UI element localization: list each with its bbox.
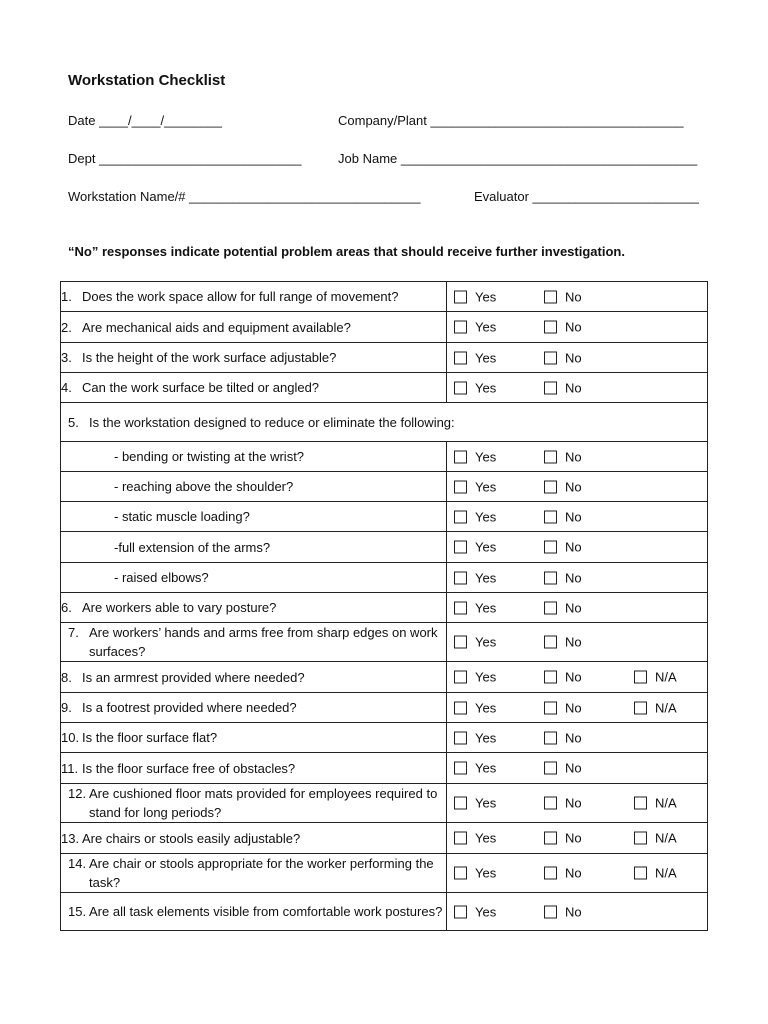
checklist-row xyxy=(61,373,708,403)
question-cell xyxy=(61,662,447,693)
no-checkbox[interactable] xyxy=(544,351,557,364)
yes-label: Yes xyxy=(475,289,497,304)
yes-option[interactable] xyxy=(454,320,496,335)
yes-checkbox[interactable] xyxy=(454,797,467,810)
question-text: - bending or twisting at the wrist? xyxy=(114,449,305,464)
yes-label: Yes xyxy=(475,350,497,365)
no-checkbox[interactable] xyxy=(544,571,557,584)
no-option[interactable] xyxy=(544,449,582,464)
yes-checkbox[interactable] xyxy=(454,541,467,554)
checklist-table xyxy=(60,281,708,931)
question-text: -full extension of the arms? xyxy=(114,539,271,555)
yes-label: Yes xyxy=(475,904,497,919)
no-option[interactable] xyxy=(544,509,582,524)
yes-label: Yes xyxy=(475,479,497,494)
question-number: 5. xyxy=(68,414,79,430)
no-option[interactable] xyxy=(544,831,582,846)
answer-cell xyxy=(447,593,708,623)
answer-cell xyxy=(447,563,708,593)
question-number: 10. xyxy=(61,730,80,745)
answer-cell xyxy=(447,373,708,403)
no-option[interactable] xyxy=(544,635,582,650)
yes-label: Yes xyxy=(475,634,497,650)
no-label: No xyxy=(565,380,582,395)
na-label: N/A xyxy=(655,669,677,685)
no-option[interactable] xyxy=(544,700,582,715)
question-number: 8. xyxy=(61,669,72,685)
question-cell xyxy=(61,403,708,442)
checklist-row xyxy=(61,343,708,373)
yes-checkbox[interactable] xyxy=(454,867,467,880)
yes-checkbox[interactable] xyxy=(454,636,467,649)
no-checkbox[interactable] xyxy=(544,480,557,493)
na-option[interactable] xyxy=(634,866,677,881)
yes-option[interactable] xyxy=(454,831,496,846)
no-label: No xyxy=(565,795,582,811)
checklist-row xyxy=(61,472,708,502)
no-option[interactable] xyxy=(544,320,582,335)
question-text: - raised elbows? xyxy=(114,570,209,585)
checklist-row xyxy=(61,723,708,753)
question-cell xyxy=(61,854,447,893)
na-checkbox[interactable] xyxy=(634,671,647,684)
no-checkbox[interactable] xyxy=(544,381,557,394)
yes-label: Yes xyxy=(475,600,497,615)
checklist-row xyxy=(61,312,708,343)
dept-field[interactable]: Dept ____________________________ xyxy=(68,151,302,166)
no-label: No xyxy=(565,730,582,745)
question-cell xyxy=(61,373,447,403)
question-number: 1. xyxy=(61,289,72,304)
yes-checkbox[interactable] xyxy=(454,671,467,684)
na-option[interactable] xyxy=(634,670,677,685)
yes-label: Yes xyxy=(475,700,497,715)
question-cell xyxy=(61,343,447,373)
no-checkbox[interactable] xyxy=(544,905,557,918)
question-text: Is an armrest provided where needed? xyxy=(82,669,305,685)
na-label: N/A xyxy=(655,865,677,881)
yes-checkbox[interactable] xyxy=(454,321,467,334)
no-label: No xyxy=(565,865,582,881)
question-number: 4. xyxy=(61,380,72,395)
checklist-row xyxy=(61,662,708,693)
yes-option[interactable] xyxy=(454,700,496,715)
no-label: No xyxy=(565,479,582,494)
answer-cell xyxy=(447,472,708,502)
question-cell xyxy=(61,593,447,623)
evaluator-field[interactable]: Evaluator _______________________ xyxy=(474,189,699,204)
no-option[interactable] xyxy=(544,289,582,304)
no-option[interactable] xyxy=(544,904,582,919)
no-option[interactable] xyxy=(544,796,582,811)
yes-checkbox[interactable] xyxy=(454,701,467,714)
yes-option[interactable] xyxy=(454,904,496,919)
checklist-row xyxy=(61,563,708,593)
question-text: Are workers’ hands and arms free from sharp edges on work surfaces? xyxy=(89,625,438,659)
question-cell xyxy=(61,563,447,593)
yes-checkbox[interactable] xyxy=(454,510,467,523)
no-label: No xyxy=(565,449,582,464)
answer-cell xyxy=(447,854,708,893)
no-checkbox[interactable] xyxy=(544,867,557,880)
checklist-row xyxy=(61,593,708,623)
answer-cell xyxy=(447,662,708,693)
no-checkbox[interactable] xyxy=(544,450,557,463)
checklist-row xyxy=(61,282,708,312)
yes-checkbox[interactable] xyxy=(454,290,467,303)
yes-checkbox[interactable] xyxy=(454,381,467,394)
question-text: Are chair or stools appropriate for the worker performing the task? xyxy=(89,856,434,890)
yes-option[interactable] xyxy=(454,570,496,585)
question-text: Are chairs or stools easily adjustable? xyxy=(82,830,301,846)
question-number: 3. xyxy=(61,350,72,365)
yes-label: Yes xyxy=(475,509,497,524)
no-checkbox[interactable] xyxy=(544,731,557,744)
question-cell xyxy=(61,693,447,723)
checklist-row xyxy=(61,532,708,563)
no-option[interactable] xyxy=(544,866,582,881)
answer-cell xyxy=(447,893,708,931)
yes-label: Yes xyxy=(475,730,497,745)
no-checkbox[interactable] xyxy=(544,832,557,845)
no-checkbox[interactable] xyxy=(544,671,557,684)
answer-cell xyxy=(447,823,708,854)
answer-cell xyxy=(447,693,708,723)
no-label: No xyxy=(565,634,582,650)
question-number: 7. xyxy=(68,625,79,640)
question-text: Is the floor surface free of obstacles? xyxy=(82,760,296,776)
no-checkbox[interactable] xyxy=(544,510,557,523)
answer-cell xyxy=(447,784,708,823)
na-checkbox[interactable] xyxy=(634,701,647,714)
date-field[interactable]: Date ____/____/________ xyxy=(68,113,222,128)
question-cell xyxy=(61,753,447,784)
no-label: No xyxy=(565,600,582,615)
instruction-note: “No” responses indicate potential problem areas that should receive further investigation. xyxy=(68,244,625,259)
yes-option[interactable] xyxy=(454,866,496,881)
no-checkbox[interactable] xyxy=(544,701,557,714)
na-label: N/A xyxy=(655,830,677,846)
no-label: No xyxy=(565,509,582,524)
na-checkbox[interactable] xyxy=(634,867,647,880)
answer-cell xyxy=(447,343,708,373)
yes-checkbox[interactable] xyxy=(454,450,467,463)
checklist-row xyxy=(61,854,708,893)
yes-option[interactable] xyxy=(454,796,496,811)
question-number: 9. xyxy=(61,700,72,715)
question-text: Are workers able to vary posture? xyxy=(82,600,277,615)
yes-label: Yes xyxy=(475,830,497,846)
question-number: 13. xyxy=(61,830,80,846)
question-number: 6. xyxy=(61,600,72,615)
question-cell xyxy=(61,312,447,343)
answer-cell xyxy=(447,312,708,343)
question-number: 11. xyxy=(61,760,79,776)
na-label: N/A xyxy=(655,700,677,715)
question-text: Is the height of the work surface adjustable? xyxy=(82,350,337,365)
yes-checkbox[interactable] xyxy=(454,601,467,614)
question-cell xyxy=(61,623,447,662)
no-checkbox[interactable] xyxy=(544,321,557,334)
no-label: No xyxy=(565,570,582,585)
checklist-row xyxy=(61,753,708,784)
yes-option[interactable] xyxy=(454,670,496,685)
checklist-row xyxy=(61,502,708,532)
yes-option[interactable] xyxy=(454,509,496,524)
no-label: No xyxy=(565,289,582,304)
yes-option[interactable] xyxy=(454,635,496,650)
yes-option[interactable] xyxy=(454,289,496,304)
no-checkbox[interactable] xyxy=(544,797,557,810)
answer-cell xyxy=(447,623,708,662)
yes-label: Yes xyxy=(475,669,497,685)
no-label: No xyxy=(565,539,582,555)
checklist-row xyxy=(61,442,708,472)
yes-checkbox[interactable] xyxy=(454,762,467,775)
no-label: No xyxy=(565,669,582,685)
answer-cell xyxy=(447,753,708,784)
yes-label: Yes xyxy=(475,865,497,881)
na-checkbox[interactable] xyxy=(634,797,647,810)
checklist-row xyxy=(61,693,708,723)
question-cell xyxy=(61,442,447,472)
no-checkbox[interactable] xyxy=(544,601,557,614)
no-checkbox[interactable] xyxy=(544,762,557,775)
na-option[interactable] xyxy=(634,700,677,715)
no-option[interactable] xyxy=(544,540,582,555)
yes-label: Yes xyxy=(475,380,497,395)
no-option[interactable] xyxy=(544,350,582,365)
yes-label: Yes xyxy=(475,760,497,776)
na-label: N/A xyxy=(655,795,677,811)
question-text: Are mechanical aids and equipment available? xyxy=(82,319,351,335)
document-title: Workstation Checklist xyxy=(68,72,226,89)
yes-checkbox[interactable] xyxy=(454,832,467,845)
no-option[interactable] xyxy=(544,730,582,745)
no-option[interactable] xyxy=(544,670,582,685)
question-cell xyxy=(61,532,447,563)
yes-checkbox[interactable] xyxy=(454,731,467,744)
job-name-field[interactable]: Job Name _________________________________________ xyxy=(338,151,698,166)
yes-option[interactable] xyxy=(454,730,496,745)
yes-label: Yes xyxy=(475,319,497,335)
no-label: No xyxy=(565,350,582,365)
no-checkbox[interactable] xyxy=(544,290,557,303)
question-text: Are cushioned floor mats provided for employees required to stand for long periods? xyxy=(89,786,438,820)
yes-label: Yes xyxy=(475,539,497,555)
no-label: No xyxy=(565,700,582,715)
question-number: 2. xyxy=(61,319,72,335)
yes-option[interactable] xyxy=(454,380,496,395)
no-option[interactable] xyxy=(544,761,582,776)
question-text: Does the work space allow for full range of movement? xyxy=(82,289,399,304)
no-label: No xyxy=(565,319,582,335)
question-cell xyxy=(61,502,447,532)
yes-label: Yes xyxy=(475,795,497,811)
question-text: Is a footrest provided where needed? xyxy=(82,700,297,715)
answer-cell xyxy=(447,502,708,532)
checklist-row xyxy=(61,893,708,931)
yes-label: Yes xyxy=(475,570,497,585)
question-number: 12. xyxy=(68,786,87,801)
checklist-row xyxy=(61,403,708,442)
yes-option[interactable] xyxy=(454,540,496,555)
question-cell xyxy=(61,784,447,823)
yes-option[interactable] xyxy=(454,350,496,365)
question-number: 14. xyxy=(68,856,87,871)
no-label: No xyxy=(565,830,582,846)
question-cell xyxy=(61,823,447,854)
no-option[interactable] xyxy=(544,600,582,615)
checklist-row xyxy=(61,823,708,854)
yes-checkbox[interactable] xyxy=(454,351,467,364)
yes-option[interactable] xyxy=(454,600,496,615)
na-option[interactable] xyxy=(634,831,677,846)
no-checkbox[interactable] xyxy=(544,636,557,649)
answer-cell xyxy=(447,442,708,472)
yes-option[interactable] xyxy=(454,449,496,464)
workstation-name-field[interactable]: Workstation Name/# ________________________________ xyxy=(68,189,421,204)
question-text: - reaching above the shoulder? xyxy=(114,479,294,494)
yes-checkbox[interactable] xyxy=(454,480,467,493)
na-option[interactable] xyxy=(634,796,677,811)
question-cell xyxy=(61,893,447,931)
answer-cell xyxy=(447,282,708,312)
question-number: 15. xyxy=(68,904,87,919)
question-text: Are all task elements visible from comfortable work postures? xyxy=(89,904,443,919)
no-option[interactable] xyxy=(544,380,582,395)
no-checkbox[interactable] xyxy=(544,541,557,554)
question-text: - static muscle loading? xyxy=(114,509,250,524)
checklist-row xyxy=(61,784,708,823)
answer-cell xyxy=(447,532,708,563)
na-checkbox[interactable] xyxy=(634,832,647,845)
question-text: Is the floor surface flat? xyxy=(82,730,218,745)
question-cell xyxy=(61,723,447,753)
question-cell xyxy=(61,472,447,502)
yes-checkbox[interactable] xyxy=(454,905,467,918)
question-cell xyxy=(61,282,447,312)
yes-label: Yes xyxy=(475,449,497,464)
yes-option[interactable] xyxy=(454,479,496,494)
yes-option[interactable] xyxy=(454,761,496,776)
checklist-row xyxy=(61,623,708,662)
no-option[interactable] xyxy=(544,479,582,494)
no-option[interactable] xyxy=(544,570,582,585)
question-text: Can the work surface be tilted or angled? xyxy=(82,380,320,395)
no-label: No xyxy=(565,760,582,776)
no-label: No xyxy=(565,904,582,919)
company-plant-field[interactable]: Company/Plant ___________________________________ xyxy=(338,113,684,128)
answer-cell xyxy=(447,723,708,753)
question-text: Is the workstation designed to reduce or eliminate the following: xyxy=(89,414,455,430)
yes-checkbox[interactable] xyxy=(454,571,467,584)
